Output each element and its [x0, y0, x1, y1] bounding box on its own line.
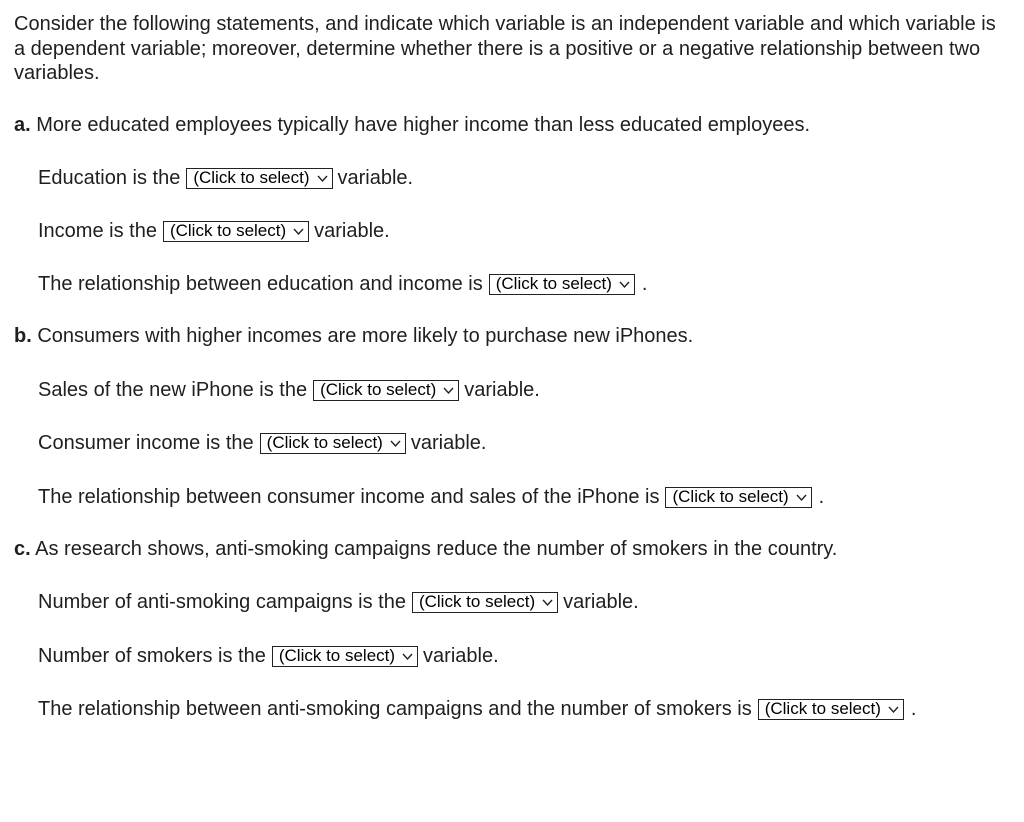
dropdown-label: (Click to select) [193, 168, 310, 187]
row-text-after: variable. [563, 591, 639, 613]
part-c-letter: c. [14, 538, 31, 560]
row-text-after: variable. [337, 167, 414, 189]
chevron-down-icon [887, 703, 900, 716]
part-c-text: As research shows, anti-smoking campaigns reduce the number of smokers in the country. [35, 538, 838, 560]
iphone-sales-variable-dropdown[interactable] [313, 380, 459, 401]
part-c-row-2 [38, 644, 499, 668]
part-a-row-2 [38, 219, 390, 243]
chevron-down-icon [442, 384, 455, 397]
row-text-before: The relationship between consumer income and sales of the iPhone is [38, 486, 660, 508]
chevron-down-icon [389, 437, 402, 450]
dropdown-label: (Click to select) [495, 274, 612, 293]
row-text-before: Income is the [38, 220, 157, 242]
chevron-down-icon [316, 172, 329, 185]
part-b-row-1 [38, 378, 540, 402]
row-text-after: . [641, 273, 648, 295]
chevron-down-icon [401, 650, 414, 663]
row-text-after: variable. [410, 432, 487, 454]
part-c-row-1 [38, 590, 639, 614]
dropdown-label: (Click to select) [764, 699, 881, 718]
row-text-before: Number of anti-smoking campaigns is the [38, 591, 406, 613]
dropdown-label: (Click to select) [169, 221, 287, 240]
row-text-before: Number of smokers is the [38, 645, 266, 667]
row-text-after: variable. [464, 379, 540, 401]
part-b-letter: b. [14, 325, 32, 347]
question-intro: Consider the following statements, and indicate which variable is an independent variable and which variable is a dependent variable; moreover, determine whether there is a positive or a negative relationship between two variables. [14, 13, 996, 84]
dropdown-label: (Click to select) [672, 487, 789, 506]
campaigns-variable-dropdown[interactable] [412, 592, 558, 613]
row-text-after: . [818, 486, 825, 508]
dropdown-label: (Click to select) [278, 646, 396, 665]
chevron-down-icon [618, 278, 631, 291]
chevron-down-icon [292, 225, 305, 238]
part-c-row-3 [38, 697, 916, 721]
chevron-down-icon [541, 596, 554, 609]
dropdown-label: (Click to select) [418, 592, 536, 611]
part-b-row-2 [38, 431, 486, 455]
part-b-row-3 [38, 485, 824, 509]
part-a-row-1 [38, 166, 413, 190]
row-text-before: The relationship between education and income is [38, 273, 483, 295]
income-sales-relationship-dropdown[interactable] [665, 487, 811, 508]
part-a-text: More educated employees typically have higher income than less educated employees. [36, 114, 811, 136]
education-income-relationship-dropdown[interactable] [489, 274, 635, 295]
row-text-before: Consumer income is the [38, 432, 254, 454]
dropdown-label: (Click to select) [266, 433, 383, 452]
part-c-statement [14, 537, 837, 561]
part-a-statement [14, 113, 810, 137]
chevron-down-icon [795, 491, 808, 504]
campaigns-smokers-relationship-dropdown[interactable] [758, 699, 904, 720]
row-text-after: . [910, 698, 917, 720]
row-text-before: Sales of the new iPhone is the [38, 379, 308, 401]
education-variable-dropdown[interactable] [186, 168, 332, 189]
row-text-before: The relationship between anti-smoking campaigns and the number of smokers is [38, 698, 752, 720]
row-text-after: variable. [423, 645, 499, 667]
part-b-statement [14, 324, 693, 348]
part-a-letter: a. [14, 114, 31, 136]
part-a-row-3 [38, 272, 647, 296]
row-text-after: variable. [314, 220, 390, 242]
consumer-income-variable-dropdown[interactable] [260, 433, 406, 454]
row-text-before: Education is the [38, 167, 181, 189]
smokers-variable-dropdown[interactable] [272, 646, 418, 667]
income-variable-dropdown[interactable] [163, 221, 309, 242]
part-b-text: Consumers with higher incomes are more likely to purchase new iPhones. [37, 325, 694, 347]
dropdown-label: (Click to select) [320, 380, 437, 399]
